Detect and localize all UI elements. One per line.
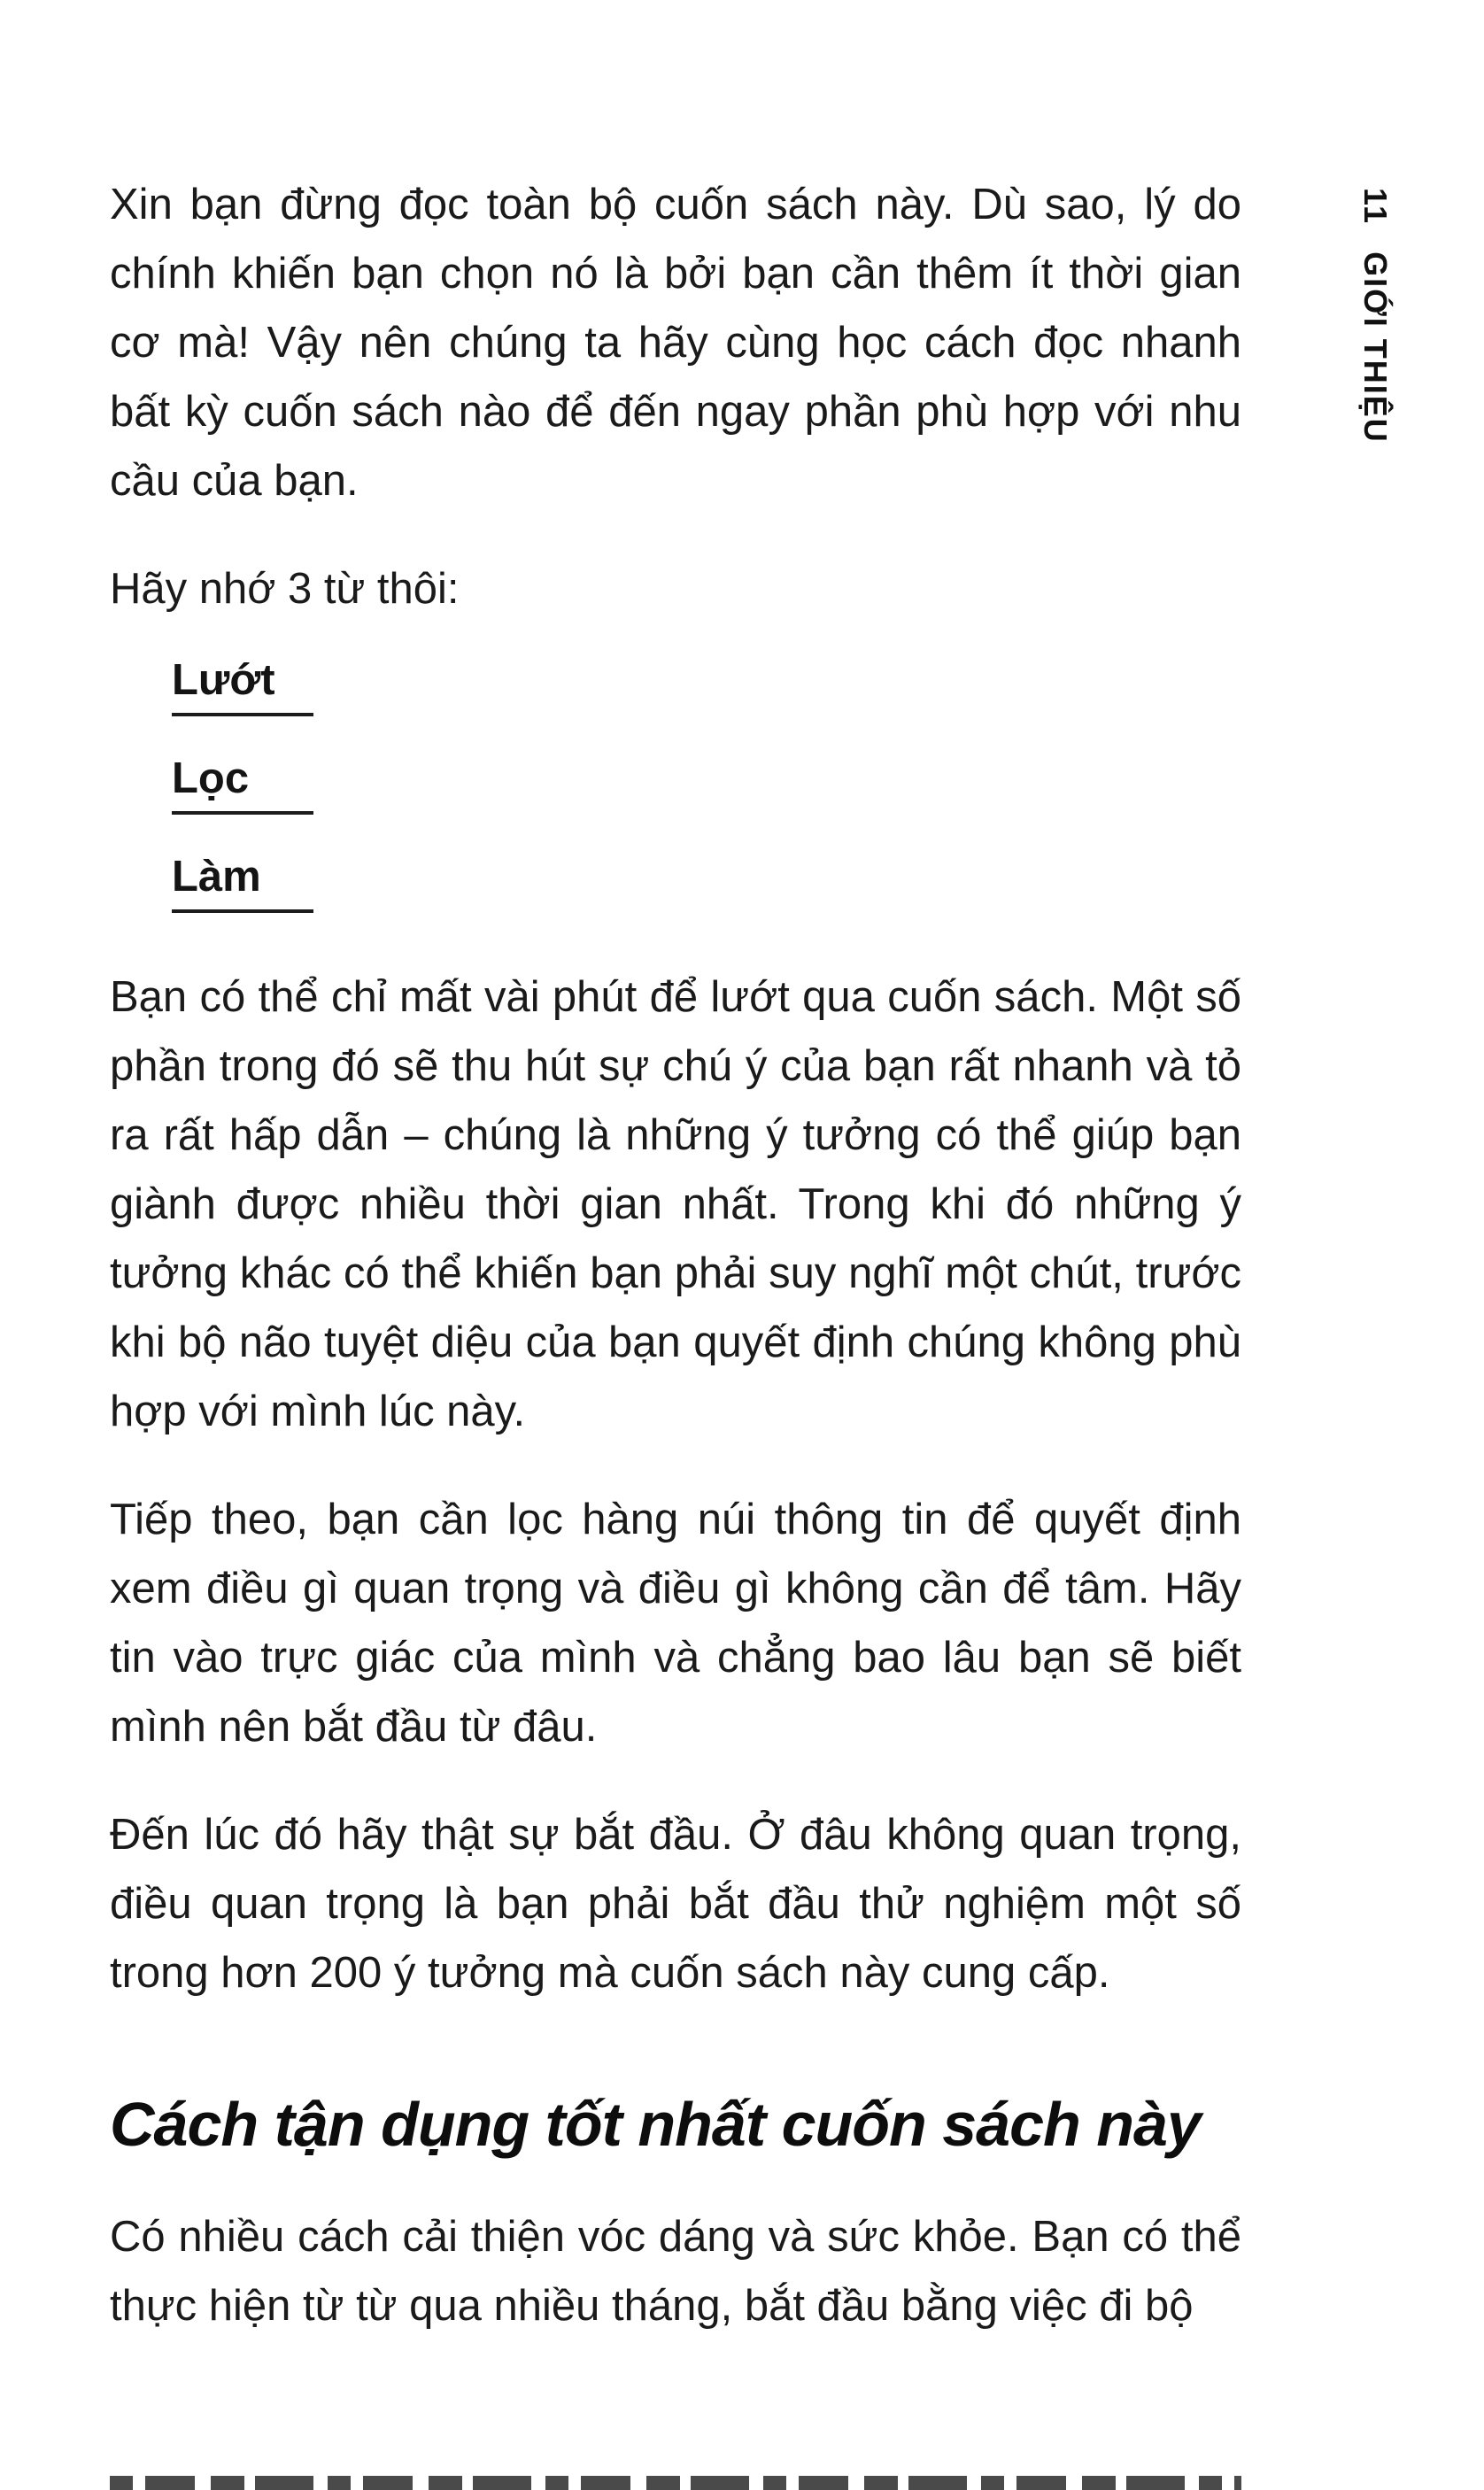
keyword-row [172, 657, 1241, 716]
paragraph-filter: Tiếp theo, bạn cần lọc hàng núi thông tin để quyết định xem điều gì quan trọng và điều gì không cần để tâm. Hãy tin vào trực giác của mình và chẳng bao lâu bạn sẽ biết mình nên bắt đầu từ đâu. [110, 1495, 1241, 1751]
paragraph-intro: Xin bạn đừng đọc toàn bộ cuốn sách này. Dù sao, lý do chính khiến bạn chọn nó là bởi bạn cần thêm ít thời gian cơ mà! Vậy nên chúng ta hãy cùng học cách đọc nhanh bất kỳ cuốn sách nào để đến ngay phần phù hợp với nhu cầu của bạn. [110, 181, 1241, 505]
paragraph-how-to-use: Có nhiều cách cải thiện vóc dáng và sức khỏe. Bạn có thể thực hiện từ từ qua nhiều tháng, bắt đầu bằng việc đi bộ [110, 2212, 1241, 2330]
paragraph-do: Đến lúc đó hãy thật sự bắt đầu. Ở đâu không quan trọng, điều quan trọng là bạn phải bắt đầu thử nghiệm một số trong hơn 200 ý tưởng mà cuốn sách này cung cấp. [110, 1810, 1241, 1997]
page-number: 11 [1357, 188, 1394, 226]
keyword-row [172, 755, 1241, 815]
clipped-text-line [110, 2476, 1241, 2490]
section-heading: Cách tận dụng tốt nhất cuốn sách này [110, 2089, 1201, 2159]
keywords-block [110, 657, 1241, 913]
keyword-luot: Lướt [172, 657, 313, 716]
paragraph-three-words-lead: Hãy nhớ 3 từ thôi: [110, 565, 460, 613]
keyword-loc: Lọc [172, 755, 313, 815]
text-column [110, 170, 1241, 2379]
keyword-lam: Làm [172, 854, 313, 913]
keyword-row [172, 854, 1241, 913]
paragraph-skim: Bạn có thể chỉ mất vài phút để lướt qua cuốn sách. Một số phần trong đó sẽ thu hút sự chú ý của bạn rất nhanh và tỏ ra rất hấp dẫn – chúng là những ý tưởng có thể giúp bạn giành được nhiều thời gian nhất. Trong khi đó những ý tưởng khác có thể khiến bạn phải suy nghĩ một chút, trước khi bộ não tuyệt diệu của bạn quyết định chúng không phù hợp với mình lúc này. [110, 972, 1241, 1435]
section-title: GIỚI THIỆU [1357, 251, 1394, 444]
page-margin-label [1356, 188, 1394, 444]
